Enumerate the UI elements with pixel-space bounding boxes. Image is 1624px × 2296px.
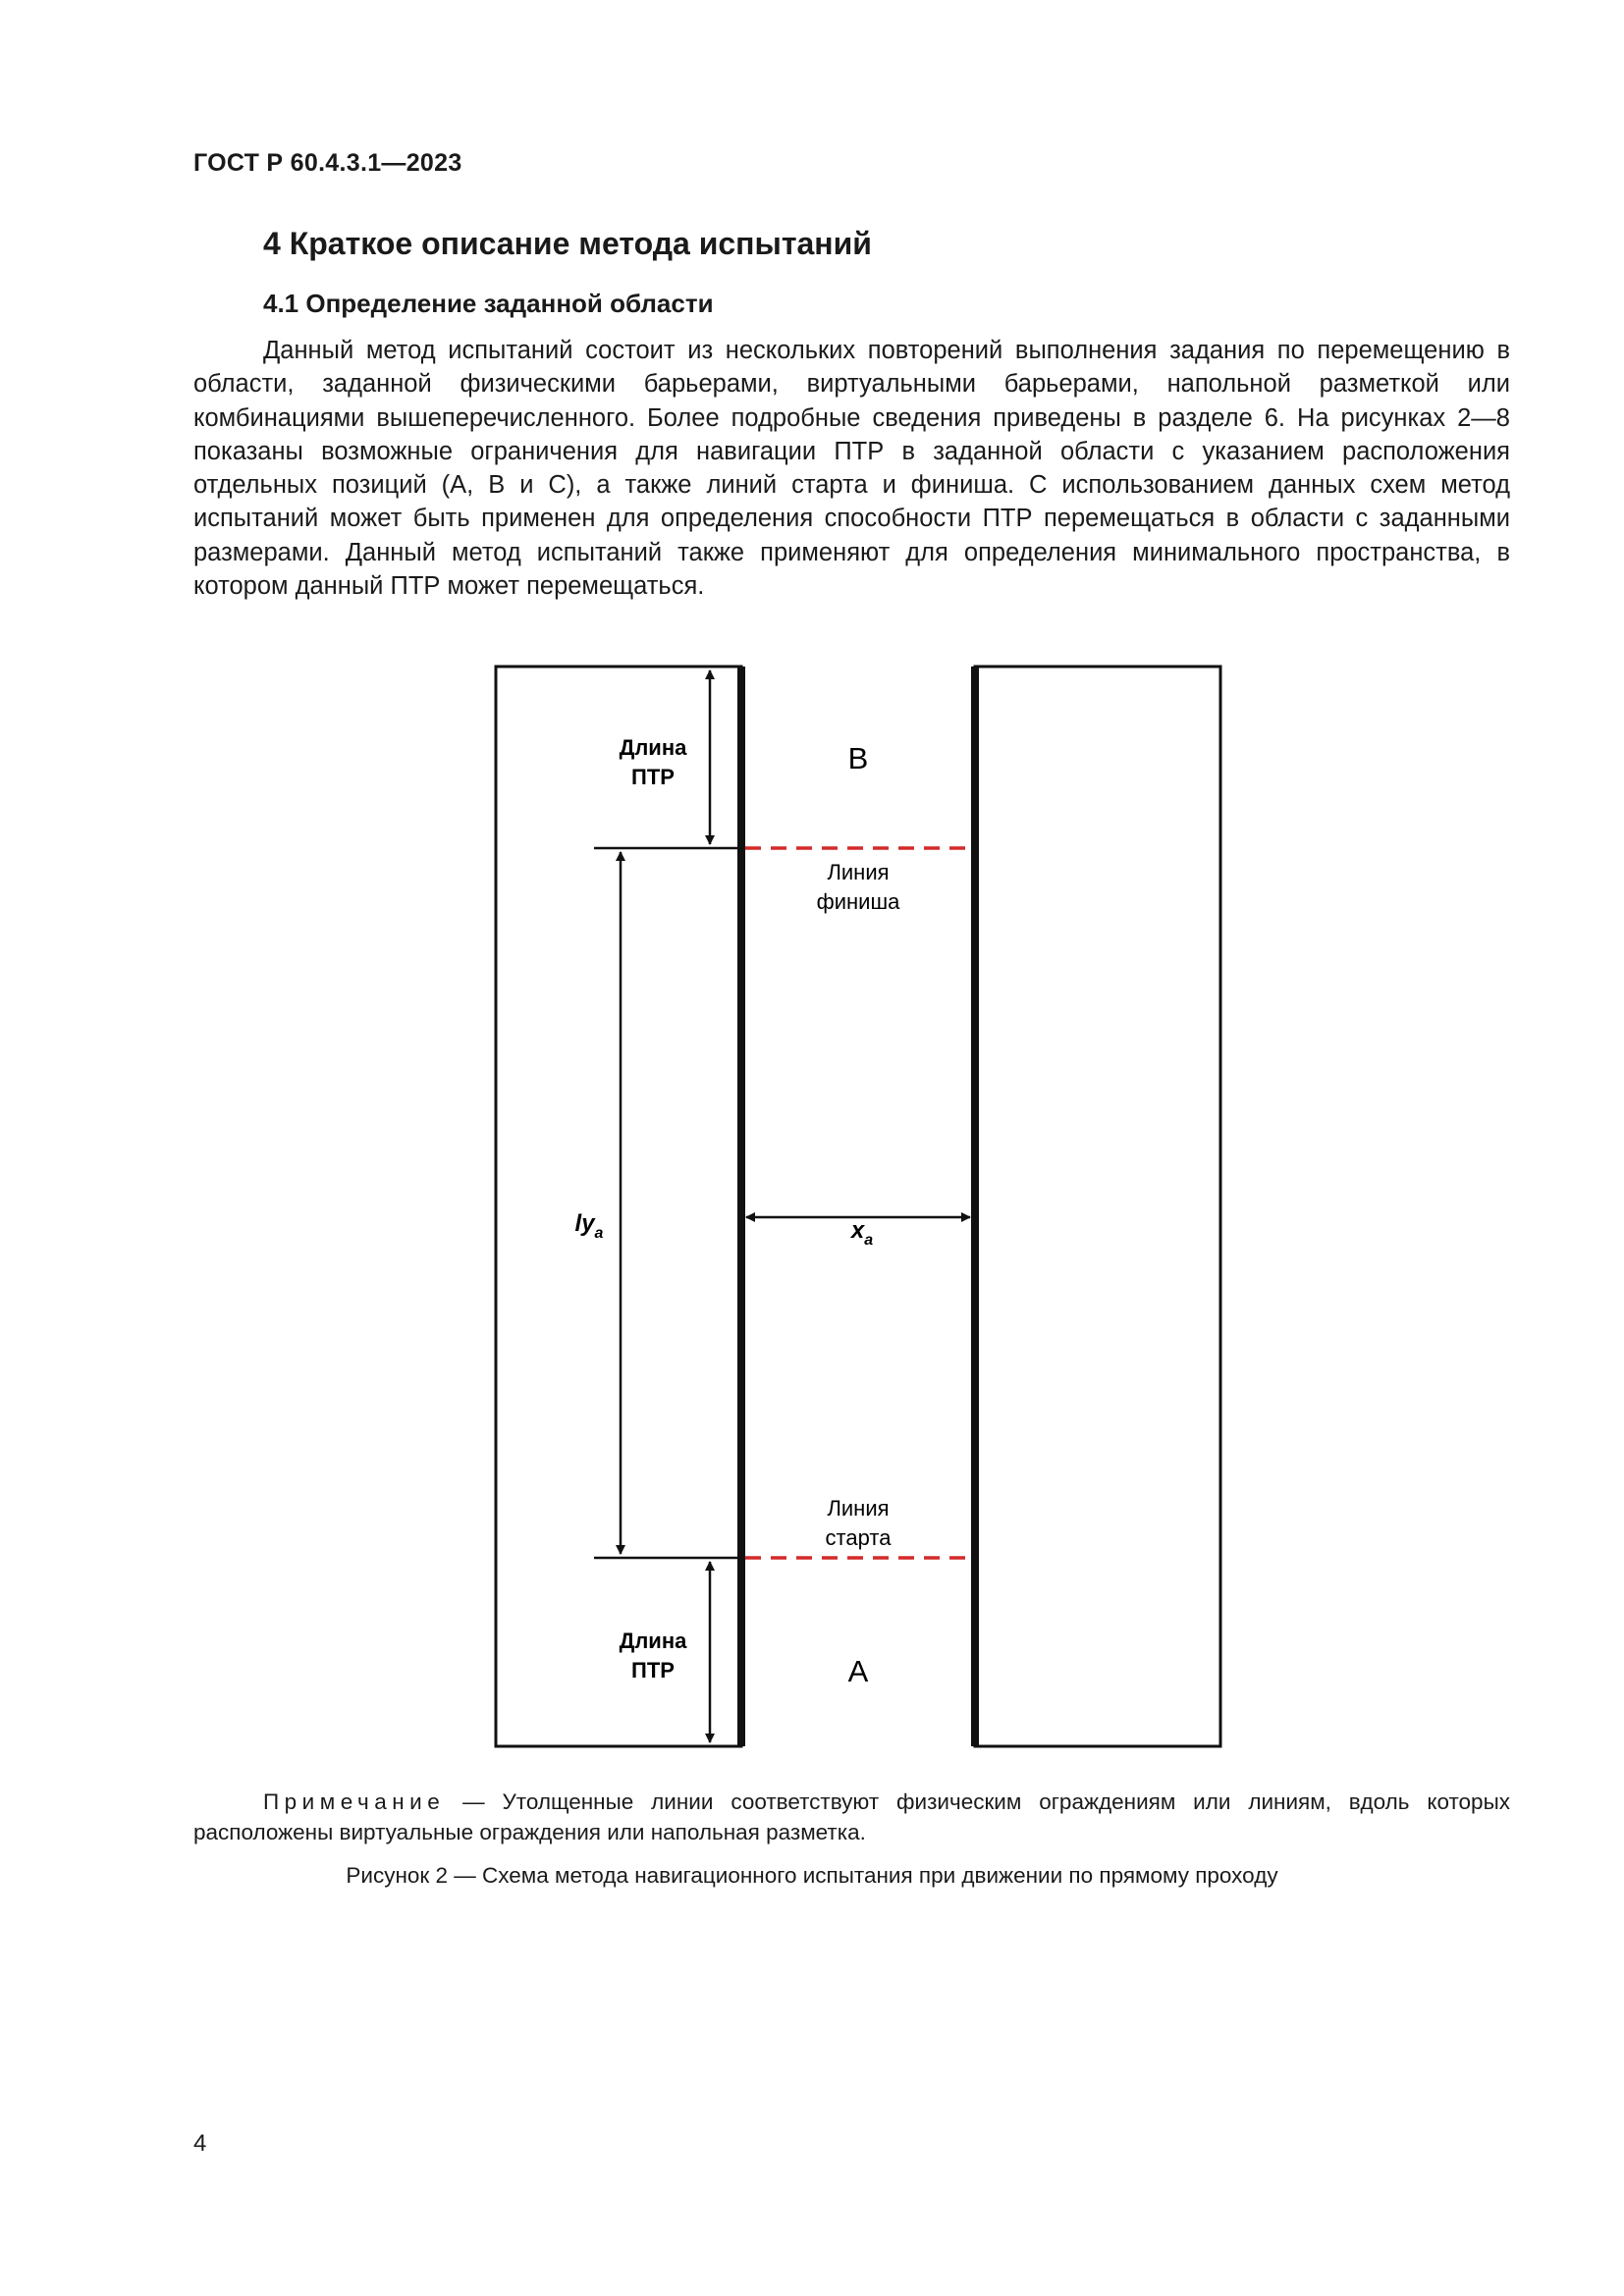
x-label: $x_a$	[850, 1217, 874, 1249]
body-paragraph: Данный метод испытаний состоит из нескольких повторений выполнения задания по перемещению в области, заданной физическими барьерами, виртуальными барьерами, напольной разметкой или комбинациями вышеперечисленного. Более подробные сведения приведены в разделе 6. На рисунках 2—8 показаны возможные ограничения для навигации ПТР в заданной области с указанием расположения отдельных позиций (A, B и C), а также линий старта и финиша. С использованием данных схем метод испытаний может быть применен для определения способности ПТР перемещаться в области с заданными размерами. Данный метод испытаний также применяют для определения минимального пространства, в котором данный ПТР может перемещаться.	[193, 337, 1510, 601]
right-barrier-block	[975, 667, 1220, 1746]
section-title: 4 Краткое описание метода испытаний	[263, 226, 872, 261]
finish-line-label-1: Линия	[827, 860, 890, 884]
position-a-label: A	[847, 1654, 869, 1688]
finish-line-label-2: финиша	[816, 889, 900, 914]
start-line-label-2: старта	[825, 1525, 892, 1550]
document-code-header: ГОСТ Р 60.4.3.1—2023	[193, 149, 462, 177]
ly-label: $ly_a$	[574, 1210, 604, 1242]
note-label: Примечание	[263, 1789, 446, 1814]
subsection-title: 4.1 Определение заданной области	[263, 289, 714, 318]
start-line-label-1: Линия	[827, 1496, 890, 1521]
length-label-bottom-1: Длина	[619, 1629, 687, 1653]
page-number: 4	[193, 2130, 207, 2157]
figure-caption: Рисунок 2 — Схема метода навигационного испытания при движении по прямому проходу	[346, 1863, 1278, 1888]
length-label-top-1: Длина	[619, 735, 687, 760]
left-barrier-block	[496, 667, 741, 1746]
figure-note	[193, 1787, 1510, 1847]
note-text: — Утолщенные линии соответствуют физическим ограждениям или линиям, вдоль которых расположены виртуальные ограждения или напольная разметка.	[193, 1789, 1510, 1844]
length-label-top-2: ПТР	[631, 765, 675, 789]
length-label-bottom-2: ПТР	[631, 1658, 675, 1682]
position-b-label: B	[847, 741, 869, 775]
